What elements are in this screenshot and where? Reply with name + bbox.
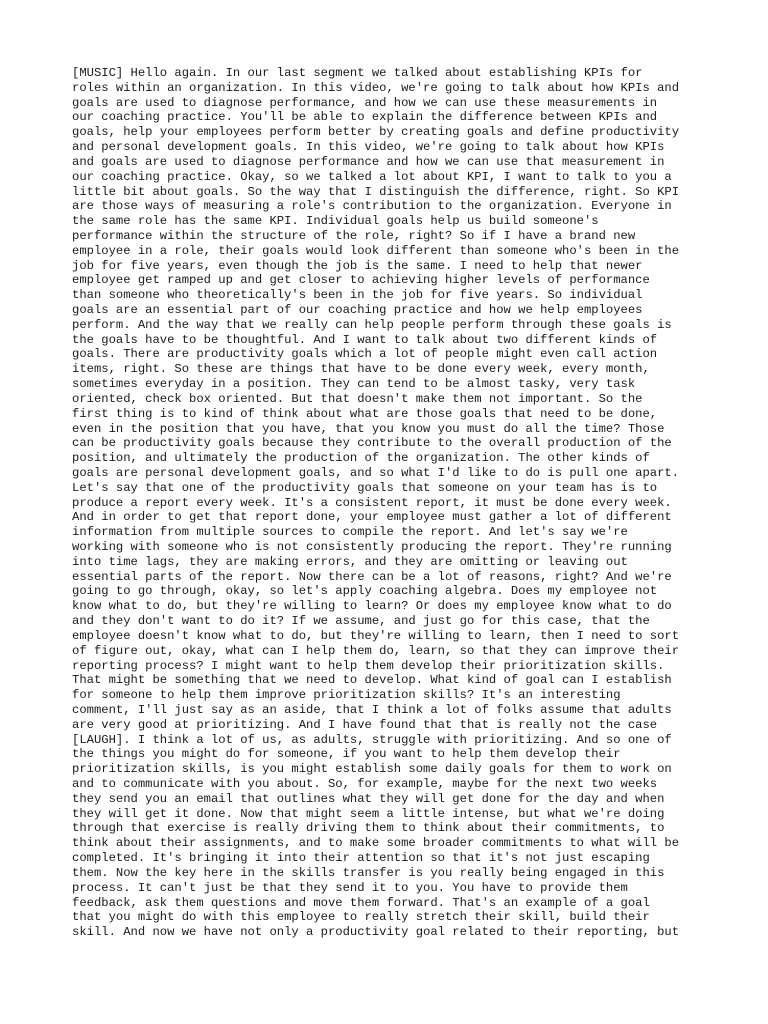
transcript-line: the goals have to be thoughtful. And I want to talk about two different kinds of [72,332,658,347]
transcript-line: and goals are used to diagnose performance and how we can use that measurement in [72,154,665,169]
transcript-line: little bit about goals. So the way that I distinguish the difference, right. So KPI [72,184,680,199]
transcript-line: information from multiple sources to compile the report. And let's say we're [72,525,628,540]
transcript-line: working with someone who is not consistently producing the report. They're running [72,540,672,554]
transcript-line: position, and ultimately the production of the organization. The other kinds of [72,451,650,466]
transcript-line: going to go through, okay, so let's apply coaching algebra. Does my employee not [72,584,658,599]
transcript-line: completed. It's bringing it into their attention so that it's not just escaping [72,851,650,866]
transcript-line: goals are used to diagnose performance, and how we can use these measurements in [72,95,658,110]
transcript-line: essential parts of the report. Now there can be a lot of reasons, right? And we're [72,569,672,584]
transcript-line: And in order to get that report done, your employee must gather a lot of different [72,510,672,525]
transcript-line: job for five years, even though the job is the same. I need to help that newer [72,258,643,273]
transcript-line: reporting process? I might want to help them develop their prioritization skills. [72,658,665,673]
transcript-line: and they don't want to do it? If we assume, and just go for this case, that the [72,614,650,629]
transcript-line: perform. And the way that we really can help people perform through these goals is [72,317,672,332]
transcript-line: [LAUGH]. I think a lot of us, as adults, struggle with prioritizing. And so one of [72,732,672,747]
transcript-line: and personal development goals. In this video, we're going to talk about how KPIs [72,140,665,155]
transcript-line: they will get it done. Now that might seem a little intense, but what we're doing [72,806,665,821]
transcript-line: into time lags, they are making errors, and they are omitting or leaving out [72,554,628,569]
transcript-body [72,66,712,940]
transcript-line: think about their assignments, and to make some broader commitments to what will be [72,836,680,851]
transcript-line: goals. There are productivity goals which a lot of people might even call action [72,347,658,362]
transcript-line: they send you an email that outlines what they will get done for the day and when [72,791,665,806]
transcript-line: the things you might do for someone, if you want to help them develop their [72,747,621,762]
transcript-line: [MUSIC] Hello again. In our last segment we talked about establishing KPIs for [72,66,643,80]
transcript-line: of figure out, okay, what can I help them do, learn, so that they can improve their [72,643,680,658]
transcript-line: them. Now the key here in the skills transfer is you really being engaged in this [72,865,665,880]
transcript-line: our coaching practice. Okay, so we talked a lot about KPI, I want to talk to you a [72,169,672,184]
transcript-line: oriented, check box oriented. But that doesn't make them not important. So the [72,391,643,406]
transcript-line: for someone to help them improve prioritization skills? It's an interesting [72,688,621,703]
transcript-line: process. It can't just be that they send it to you. You have to provide them [72,880,628,895]
transcript-line: that you might do with this employee to really stretch their skill, build their [72,910,650,925]
transcript-line: That might be something that we need to develop. What kind of goal can I establish [72,673,672,688]
transcript-line: even in the position that you have, that you know you must do all the time? Those [72,421,665,436]
transcript-line: prioritization skills, is you might establish some daily goals for them to work on [72,762,672,777]
transcript-line: goals are an essential part of our coaching practice and how we help employees [72,303,643,317]
transcript-line: performance within the structure of the role, right? So if I have a brand new [72,228,636,243]
transcript-line: roles within an organization. In this video, we're going to talk about how KPIs and [72,80,680,95]
transcript-line: employee get ramped up and get closer to achieving higher levels of performance [72,273,650,288]
transcript-line: employee in a role, their goals would look different than someone who's been in the [72,243,680,258]
transcript-line: through that exercise is really driving them to think about their commitments, to [72,821,665,836]
transcript-line: the same role has the same KPI. Individual goals help us build someone's [72,214,599,229]
transcript-line: can be productivity goals because they contribute to the overall production of the [72,436,672,451]
transcript-line: Let's say that one of the productivity goals that someone on your team has is to [72,480,658,495]
transcript-line: are those ways of measuring a role's contribution to the organization. Everyone in [72,199,672,214]
transcript-line: than someone who theoretically's been in the job for five years. So individual [72,288,643,303]
transcript-line: produce a report every week. It's a consistent report, it must be done every week. [72,495,672,510]
transcript-line: feedback, ask them questions and move them forward. That's an example of a goal [72,895,650,910]
transcript-line: are very good at prioritizing. And I have found that that is really not the case [72,717,658,732]
transcript-line: first thing is to kind of think about what are those goals that need to be done, [72,406,658,421]
transcript-line: goals are personal development goals, and so what I'd like to do is pull one apart. [72,465,680,480]
transcript-line: sometimes everyday in a position. They can tend to be almost tasky, very task [72,377,636,392]
transcript-line: employee doesn't know what to do, but they're willing to learn, then I need to sort [72,628,680,643]
transcript-line: and to communicate with you about. So, for example, maybe for the next two weeks [72,777,658,791]
transcript-line: comment, I'll just say as an aside, that I think a lot of folks assume that adults [72,702,672,717]
transcript-line: items, right. So these are things that have to be done every week, every month, [72,362,650,377]
transcript-line: know what to do, but they're willing to learn? Or does my employee know what to do [72,599,672,614]
transcript-line: our coaching practice. You'll be able to explain the difference between KPIs and [72,110,658,125]
transcript-line: goals, help your employees perform better by creating goals and define productivity [72,125,680,140]
transcript-line: skill. And now we have not only a productivity goal related to their reporting, but [72,925,680,940]
